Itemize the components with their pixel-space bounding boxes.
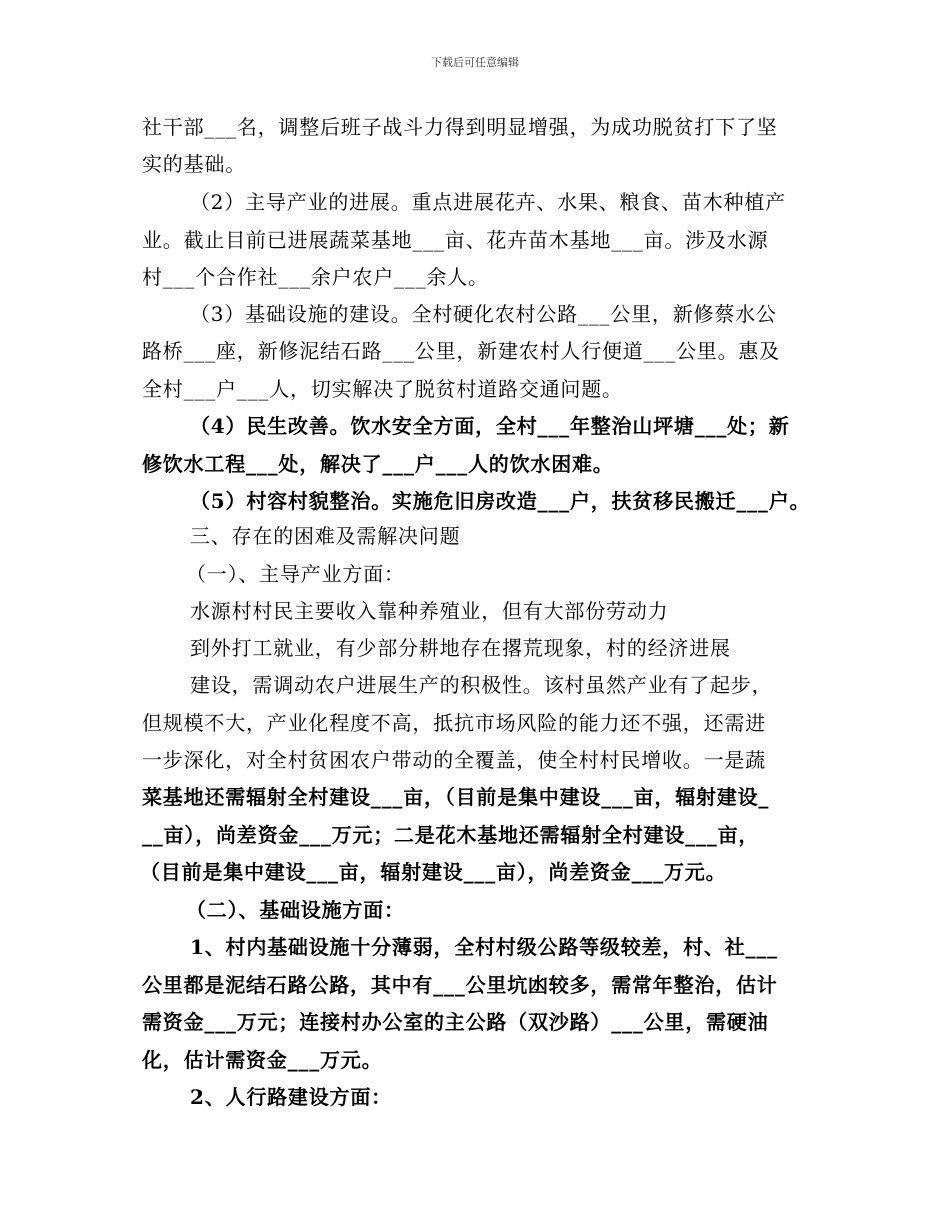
subsection-heading: （一）、主导产业方面： xyxy=(186,562,405,586)
subsection-heading: （二）、基础设施方面： xyxy=(186,898,405,922)
paragraph-line: 全村___户___人，切实解决了脱贫村道路交通问题。 xyxy=(142,377,623,401)
section-heading: 三、存在的困难及需解决问题 xyxy=(190,524,461,548)
paragraph-line: 但规模不大，产业化程度不高，抵抗市场风险的能力还不强，还需进 xyxy=(142,711,766,735)
paragraph-line: 1、村内基础设施十分薄弱，全村村级公路等级较差，村、社___ xyxy=(190,935,778,959)
paragraph-line: 需资金___万元；连接村办公室的主公路（双沙路）___公里，需硬油 xyxy=(142,1010,769,1034)
paragraph-line: 路桥___座，新修泥结石路___公里，新建农村人行便道___公里。惠及 xyxy=(142,339,780,363)
paragraph-line: 业。截止目前已进展蔬菜基地___亩、花卉苗木基地___亩。涉及水源 xyxy=(142,228,769,252)
paragraph-line: （目前是集中建设___亩，辐射建设___亩），尚差资金___万元。 xyxy=(140,860,727,884)
paragraph-line: 到外打工就业，有少部分耕地存在撂荒现象，村的经济进展 xyxy=(190,636,731,660)
paragraph-line: （4）民生改善。饮水安全方面，全村___年整治山坪塘___处；新 xyxy=(190,414,790,438)
paragraph-line: 2、人行路建设方面： xyxy=(190,1085,392,1109)
paragraph-line: 村___个合作社___余户农户___余人。 xyxy=(142,265,489,289)
paragraph-line: （2）主导产业的进展。重点进展花卉、水果、粮食、苗木种植产 xyxy=(190,190,786,214)
paragraph-line: __亩），尚差资金___万元；二是花木基地还需辐射全村建设___亩， xyxy=(142,823,760,847)
paragraph-line: 公里都是泥结石路公路，其中有___公里坑凼较多，需常年整治，估计 xyxy=(142,973,778,997)
paragraph-line: 化，估计需资金___万元。 xyxy=(142,1048,383,1072)
page-header: 下载后可任意编辑 xyxy=(431,56,519,69)
paragraph-line: 建设，需调动农户进展生产的积极性。该村虽然产业有了起步， xyxy=(190,673,773,697)
paragraph-line: 社干部___名，调整后班子战斗力得到明显增强，为成功脱贫打下了坚 xyxy=(142,115,778,139)
paragraph-line: （3）基础设施的建设。全村硬化农村公路___公里，新修蔡水公 xyxy=(190,302,777,326)
paragraph-line: 实的基础。 xyxy=(142,152,246,176)
paragraph-line: 一步深化，对全村贫困农户带动的全覆盖，使全村村民增收。一是蔬 xyxy=(142,748,766,772)
paragraph-line: （5）村容村貌整治。实施危旧房改造___户，扶贫移民搬迁___户。 xyxy=(190,489,811,513)
paragraph-line: 菜基地还需辐射全村建设___亩，（目前是集中建设___亩，辐射建设_ xyxy=(142,785,770,809)
paragraph-line: 水源村村民主要收入靠种养殖业，但有大部份劳动力 xyxy=(190,599,669,623)
paragraph-line: 修饮水工程___处，解决了___户___人的饮水困难。 xyxy=(142,452,614,476)
